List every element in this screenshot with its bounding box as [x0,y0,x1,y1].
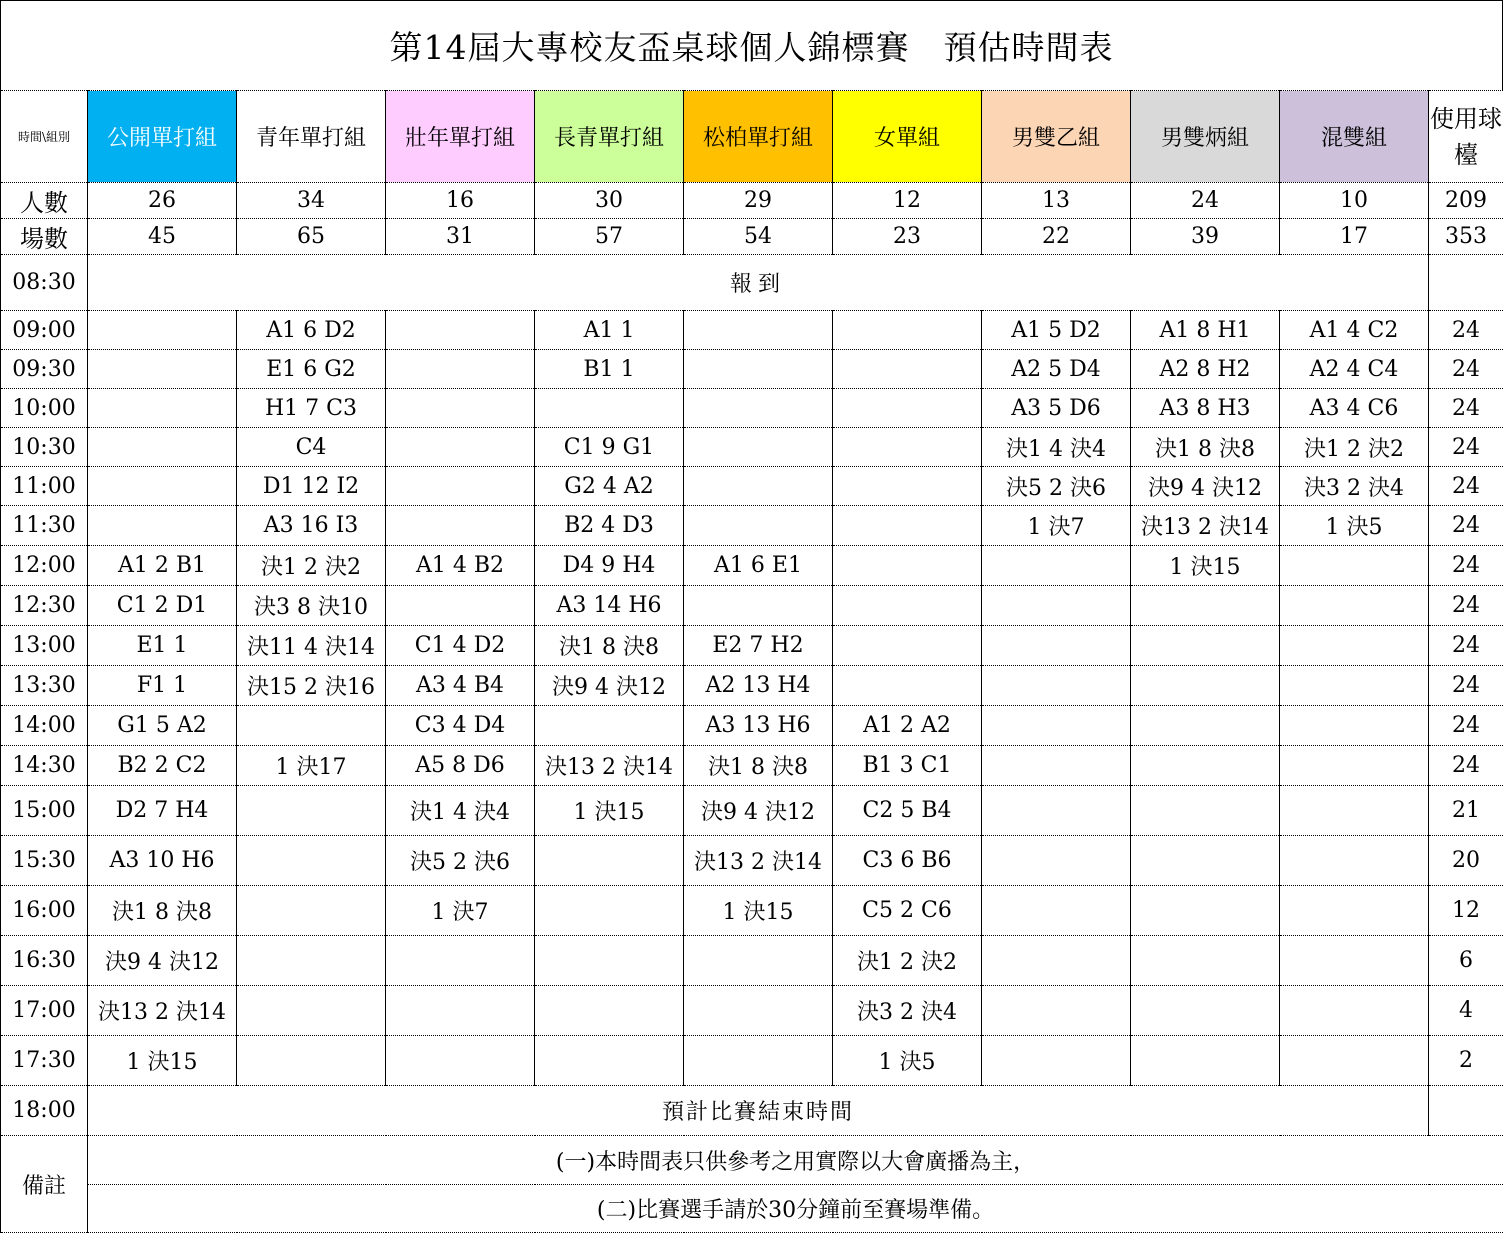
match-cell: A3 8 H3 [1131,389,1280,428]
match-cell: D4 9 H4 [535,546,684,586]
match-cell [386,936,535,986]
slot-row [1,311,1503,350]
corner-label: 時間\組別 [1,91,88,183]
match-cell [982,626,1131,666]
match-cell [833,350,982,389]
match-cell: 決9 4 決12 [1131,467,1280,506]
tables-cell: 24 [1429,586,1503,626]
match-cell [684,389,833,428]
match-cell [535,936,684,986]
match-cell: A3 5 D6 [982,389,1131,428]
slot-row [1,586,1503,626]
players-label: 人數 [1,183,88,219]
match-cell: 決1 8 決8 [1131,428,1280,467]
players-count: 10 [1280,183,1429,219]
match-cell: A1 4 C2 [1280,311,1429,350]
match-cell [237,836,386,886]
slot-row [1,428,1503,467]
match-cell: 決15 2 決16 [237,666,386,706]
match-cell: 決13 2 決14 [88,986,237,1036]
match-cell: 決3 2 決4 [1280,467,1429,506]
slot-row [1,666,1503,706]
time-cell: 11:00 [1,467,88,506]
note-item: (二)比賽選手請於30分鐘前至賽場準備。 [88,1185,1503,1233]
match-cell [1280,836,1429,886]
tables-cell: 24 [1429,311,1503,350]
time-cell: 14:30 [1,746,88,786]
end-text: 預計比賽結束時間 [88,1086,1429,1136]
tables-cell: 24 [1429,746,1503,786]
match-cell [386,506,535,546]
tables-cell: 24 [1429,546,1503,586]
match-cell: 決9 4 決12 [535,666,684,706]
slot-row [1,836,1503,886]
time-cell: 13:30 [1,666,88,706]
match-cell: C3 6 B6 [833,836,982,886]
group-header: 松柏單打組 [684,91,833,183]
match-cell [684,1036,833,1086]
match-cell: F1 1 [88,666,237,706]
match-cell [982,886,1131,936]
match-cell [1280,986,1429,1036]
match-cell [833,389,982,428]
match-cell [535,836,684,886]
match-cell [833,467,982,506]
match-cell [535,986,684,1036]
match-cell: E1 1 [88,626,237,666]
tables-cell: 20 [1429,836,1503,886]
match-cell: A3 16 I3 [237,506,386,546]
match-cell [833,428,982,467]
match-cell: C1 2 D1 [88,586,237,626]
match-cell: A2 5 D4 [982,350,1131,389]
match-cell [237,886,386,936]
slot-row [1,389,1503,428]
match-cell: A2 13 H4 [684,666,833,706]
match-cell [982,546,1131,586]
match-cell: A3 13 H6 [684,706,833,746]
notes-row [1,1185,1503,1233]
match-cell [833,586,982,626]
match-cell: E2 7 H2 [684,626,833,666]
time-cell: 08:30 [1,255,88,311]
match-cell: 決5 2 決6 [982,467,1131,506]
match-cell: 決9 4 決12 [684,786,833,836]
match-cell [1280,1036,1429,1086]
match-cell: 決1 8 決8 [88,886,237,936]
match-cell: 決1 2 決2 [833,936,982,986]
match-cell [833,626,982,666]
time-cell: 09:00 [1,311,88,350]
match-cell: C2 5 B4 [833,786,982,836]
players-count: 34 [237,183,386,219]
group-header: 公開單打組 [88,91,237,183]
matches-count: 22 [982,219,1131,255]
time-cell: 10:30 [1,428,88,467]
match-cell: 1 決5 [833,1036,982,1086]
match-cell: 決1 4 決4 [982,428,1131,467]
match-cell [833,506,982,546]
time-cell: 13:00 [1,626,88,666]
match-cell [982,836,1131,886]
time-cell: 11:30 [1,506,88,546]
match-cell: G1 5 A2 [88,706,237,746]
match-cell: B1 1 [535,350,684,389]
match-cell: A5 8 D6 [386,746,535,786]
time-cell: 12:30 [1,586,88,626]
checkin-row [1,255,1503,311]
slot-row [1,886,1503,936]
slot-row [1,546,1503,586]
match-cell [982,936,1131,986]
time-cell: 12:00 [1,546,88,586]
match-cell [386,350,535,389]
match-cell [684,428,833,467]
match-cell [684,467,833,506]
slot-row [1,986,1503,1036]
time-cell: 15:00 [1,786,88,836]
match-cell: A2 8 H2 [1131,350,1280,389]
match-cell: A2 4 C4 [1280,350,1429,389]
match-cell [1280,746,1429,786]
tables-cell: 24 [1429,506,1503,546]
match-cell [386,467,535,506]
match-cell: 1 決15 [1131,546,1280,586]
match-cell: A3 14 H6 [535,586,684,626]
group-header: 混雙組 [1280,91,1429,183]
match-cell [237,986,386,1036]
page-title: 第14屆大專校友盃桌球個人錦標賽 預估時間表 [0,0,1503,90]
match-cell: D2 7 H4 [88,786,237,836]
match-cell [1131,1036,1280,1086]
tables-cell [1429,1086,1503,1136]
match-cell: A3 4 B4 [386,666,535,706]
checkin-text: 報到 [88,255,1429,311]
match-cell [1131,746,1280,786]
match-cell: 決13 2 決14 [1131,506,1280,546]
match-cell [982,1036,1131,1086]
match-cell [88,506,237,546]
match-cell [982,986,1131,1036]
match-cell: 1 決7 [386,886,535,936]
match-cell [535,886,684,936]
match-cell: A1 1 [535,311,684,350]
match-cell [982,586,1131,626]
match-cell [386,1036,535,1086]
players-count: 16 [386,183,535,219]
match-cell [684,586,833,626]
tables-cell [1429,255,1503,311]
matches-count: 57 [535,219,684,255]
match-cell [982,706,1131,746]
match-cell: B2 4 D3 [535,506,684,546]
match-cell [535,389,684,428]
match-cell [88,389,237,428]
matches-count: 65 [237,219,386,255]
match-cell: C5 2 C6 [833,886,982,936]
slot-row [1,467,1503,506]
match-cell: 1 決5 [1280,506,1429,546]
match-cell: 決13 2 決14 [684,836,833,886]
time-cell: 09:30 [1,350,88,389]
notes-row [1,1136,1503,1185]
match-cell [237,786,386,836]
match-cell [684,936,833,986]
match-cell: 1 決15 [535,786,684,836]
match-cell: 決1 2 決2 [1280,428,1429,467]
match-cell [1131,626,1280,666]
match-cell: 1 決15 [88,1036,237,1086]
slot-row [1,506,1503,546]
match-cell [88,428,237,467]
tables-cell: 24 [1429,706,1503,746]
group-header: 男雙炳組 [1131,91,1280,183]
tables-cell: 4 [1429,986,1503,1036]
time-cell: 18:00 [1,1086,88,1136]
match-cell [386,311,535,350]
match-cell [833,546,982,586]
match-cell [88,311,237,350]
match-cell [1131,886,1280,936]
time-cell: 10:00 [1,389,88,428]
match-cell: A1 2 A2 [833,706,982,746]
match-cell: 決1 2 決2 [237,546,386,586]
match-cell: A1 4 B2 [386,546,535,586]
slot-row [1,746,1503,786]
players-count: 24 [1131,183,1280,219]
match-cell: A1 5 D2 [982,311,1131,350]
match-cell: B2 2 C2 [88,746,237,786]
match-cell: C3 4 D4 [386,706,535,746]
match-cell [237,936,386,986]
match-cell: 決1 8 決8 [535,626,684,666]
match-cell: D1 12 I2 [237,467,386,506]
tables-cell: 12 [1429,886,1503,936]
match-cell [237,1036,386,1086]
tables-cell: 24 [1429,389,1503,428]
matches-count: 17 [1280,219,1429,255]
match-cell: 決1 8 決8 [684,746,833,786]
match-cell [684,311,833,350]
tables-cell: 24 [1429,428,1503,467]
group-header: 女單組 [833,91,982,183]
slot-row [1,936,1503,986]
tables-cell: 24 [1429,467,1503,506]
tables-cell: 24 [1429,666,1503,706]
schedule-table [0,90,1503,1233]
time-cell: 17:00 [1,986,88,1036]
group-header: 壯年單打組 [386,91,535,183]
match-cell [1280,706,1429,746]
match-cell: H1 7 C3 [237,389,386,428]
match-cell: A1 6 D2 [237,311,386,350]
group-header: 長青單打組 [535,91,684,183]
slot-row [1,350,1503,389]
match-cell [1131,586,1280,626]
match-cell [684,986,833,1036]
match-cell [1280,936,1429,986]
match-cell [386,428,535,467]
match-cell [1280,546,1429,586]
match-cell: A3 10 H6 [88,836,237,886]
match-cell: C1 9 G1 [535,428,684,467]
time-cell: 16:30 [1,936,88,986]
match-cell [88,467,237,506]
match-cell [982,666,1131,706]
match-cell: A1 2 B1 [88,546,237,586]
match-cell [386,586,535,626]
players-row [1,183,1503,219]
match-cell [982,746,1131,786]
time-cell: 15:30 [1,836,88,886]
match-cell [1131,666,1280,706]
match-cell [1131,936,1280,986]
matches-count: 31 [386,219,535,255]
match-cell [833,311,982,350]
used-tables-header: 使用球檯 [1429,91,1503,183]
match-cell [535,1036,684,1086]
notes-label: 備註 [1,1136,88,1233]
group-header: 男雙乙組 [982,91,1131,183]
match-cell: 決3 8 決10 [237,586,386,626]
match-cell: A1 8 H1 [1131,311,1280,350]
matches-count: 353 [1429,219,1503,255]
time-cell: 17:30 [1,1036,88,1086]
players-count: 29 [684,183,833,219]
match-cell: 決13 2 決14 [535,746,684,786]
match-cell [1131,986,1280,1036]
matches-count: 23 [833,219,982,255]
match-cell [1280,586,1429,626]
match-cell [1280,626,1429,666]
players-count: 13 [982,183,1131,219]
tables-cell: 2 [1429,1036,1503,1086]
match-cell [1280,666,1429,706]
match-cell [982,786,1131,836]
time-cell: 14:00 [1,706,88,746]
slot-row [1,786,1503,836]
players-count: 26 [88,183,237,219]
match-cell: A1 6 E1 [684,546,833,586]
match-cell: E1 6 G2 [237,350,386,389]
players-count: 12 [833,183,982,219]
tables-cell: 24 [1429,626,1503,666]
match-cell: 決3 2 決4 [833,986,982,1036]
matches-count: 54 [684,219,833,255]
match-cell [833,666,982,706]
match-cell: B1 3 C1 [833,746,982,786]
slot-row [1,626,1503,666]
tables-cell: 24 [1429,350,1503,389]
match-cell: 決5 2 決6 [386,836,535,886]
group-header: 青年單打組 [237,91,386,183]
time-cell: 16:00 [1,886,88,936]
match-cell [1131,836,1280,886]
match-cell [237,706,386,746]
match-cell [684,350,833,389]
match-cell [684,506,833,546]
end-row [1,1086,1503,1136]
match-cell [535,706,684,746]
match-cell [1280,886,1429,936]
matches-label: 場數 [1,219,88,255]
match-cell: 決11 4 決14 [237,626,386,666]
players-count: 209 [1429,183,1503,219]
match-cell: 決1 4 決4 [386,786,535,836]
match-cell [386,389,535,428]
match-cell: G2 4 A2 [535,467,684,506]
match-cell: C4 [237,428,386,467]
match-cell: 1 決15 [684,886,833,936]
match-cell: C1 4 D2 [386,626,535,666]
tables-cell: 21 [1429,786,1503,836]
match-cell [1280,786,1429,836]
slot-row [1,1036,1503,1086]
match-cell: 決9 4 決12 [88,936,237,986]
match-cell [1131,706,1280,746]
note-item: (一)本時間表只供參考之用實際以大會廣播為主， [88,1136,1503,1185]
match-cell [386,986,535,1036]
match-cell: A3 4 C6 [1280,389,1429,428]
match-cell [88,350,237,389]
matches-row [1,219,1503,255]
matches-count: 39 [1131,219,1280,255]
tables-cell: 6 [1429,936,1503,986]
players-count: 30 [535,183,684,219]
slot-row [1,706,1503,746]
match-cell [1131,786,1280,836]
match-cell: 1 決7 [982,506,1131,546]
match-cell: 1 決17 [237,746,386,786]
matches-count: 45 [88,219,237,255]
header-row [1,91,1503,183]
